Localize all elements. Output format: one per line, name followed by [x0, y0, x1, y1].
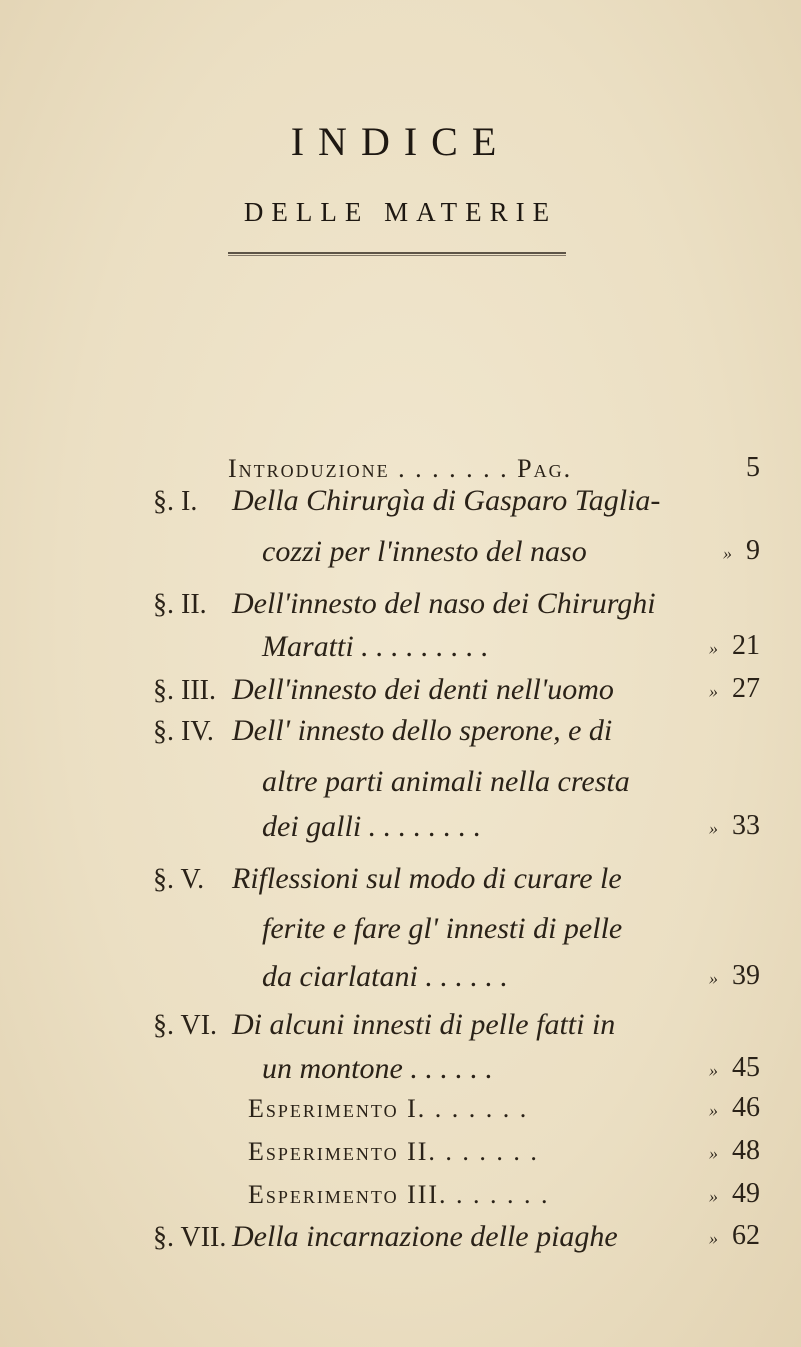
page-number: 39	[732, 960, 760, 991]
ditto-mark: »	[709, 638, 718, 658]
toc-entry-introduzione: Introduzione . . . . . . . Pag.	[228, 454, 573, 483]
ditto-mark: »	[709, 1228, 718, 1248]
toc-entry-5-line-3: da ciarlatani . . . . . .	[262, 960, 508, 993]
toc-experiment-2: Esperimento II. . . . . . .	[248, 1137, 539, 1166]
toc-entry-3-line-1: Dell'innesto dei denti nell'uomo	[232, 673, 614, 706]
page-number: 33	[732, 810, 760, 841]
page-number: 62	[732, 1220, 760, 1251]
toc-page-7	[690, 1220, 760, 1252]
page-number: 48	[732, 1135, 760, 1166]
toc-page-2	[690, 630, 760, 662]
section-number-5: §. V.	[153, 864, 205, 895]
toc-page-experiment-1	[690, 1092, 760, 1124]
toc-page-1	[690, 535, 760, 567]
section-number-7: §. VII.	[153, 1222, 227, 1253]
ditto-mark: »	[709, 1100, 718, 1120]
ditto-mark: »	[723, 543, 732, 563]
page-number: 27	[732, 673, 760, 704]
toc-page-experiment-3	[690, 1178, 760, 1210]
toc-entry-4-line-1: Dell' innesto dello sperone, e di	[232, 714, 613, 747]
section-number-4: §. IV.	[153, 716, 214, 747]
toc-entry-6-line-1: Di alcuni innesti di pelle fatti in	[232, 1008, 616, 1041]
ditto-mark: »	[709, 818, 718, 838]
index-title: INDICE	[290, 119, 511, 164]
toc-page-5	[690, 960, 760, 992]
toc-entry-6-line-2: un montone . . . . . .	[262, 1052, 493, 1085]
toc-page-3	[690, 673, 760, 705]
toc-entry-5-line-2: ferite e fare gl' innesti di pelle	[262, 912, 623, 945]
page-number: 21	[732, 630, 760, 661]
section-number-1: §. I.	[153, 486, 198, 517]
toc-entry-1-line-2: cozzi per l'innesto del naso	[262, 535, 587, 568]
section-number-3: §. III.	[153, 675, 216, 706]
toc-entry-4-line-3: dei galli . . . . . . . .	[262, 810, 482, 843]
toc-experiment-3: Esperimento III. . . . . . .	[248, 1180, 550, 1209]
ditto-mark: »	[709, 1060, 718, 1080]
page-number: 49	[732, 1178, 760, 1209]
toc-page-experiment-2	[690, 1135, 760, 1167]
page-number: 9	[746, 535, 760, 566]
toc-entry-4-line-2: altre parti animali nella cresta	[262, 765, 630, 798]
toc-page-introduzione: 5	[746, 452, 760, 483]
ditto-mark: »	[709, 1186, 718, 1206]
section-number-6: §. VI.	[153, 1010, 218, 1041]
toc-experiment-1: Esperimento I. . . . . . .	[248, 1094, 529, 1123]
ditto-mark: »	[709, 681, 718, 701]
page-number: 45	[732, 1052, 760, 1083]
toc-page-4	[690, 810, 760, 842]
page-number: 46	[732, 1092, 760, 1123]
section-number-2: §. II.	[153, 589, 207, 620]
index-subtitle: DELLE MATERIE	[243, 197, 558, 227]
toc-entry-1-line-1: Della Chirurgìa di Gasparo Taglia-	[232, 484, 661, 517]
toc-entry-5-line-1: Riflessioni sul modo di curare le	[232, 862, 622, 895]
ditto-mark: »	[709, 1143, 718, 1163]
toc-entry-2-line-1: Dell'innesto del naso dei Chirurghi	[232, 587, 656, 620]
toc-entry-7-line-1: Della incarnazione delle piaghe	[232, 1220, 618, 1253]
toc-page-6	[690, 1052, 760, 1084]
toc-entry-2-line-2: Maratti . . . . . . . . .	[262, 630, 489, 663]
ditto-mark: »	[709, 968, 718, 988]
